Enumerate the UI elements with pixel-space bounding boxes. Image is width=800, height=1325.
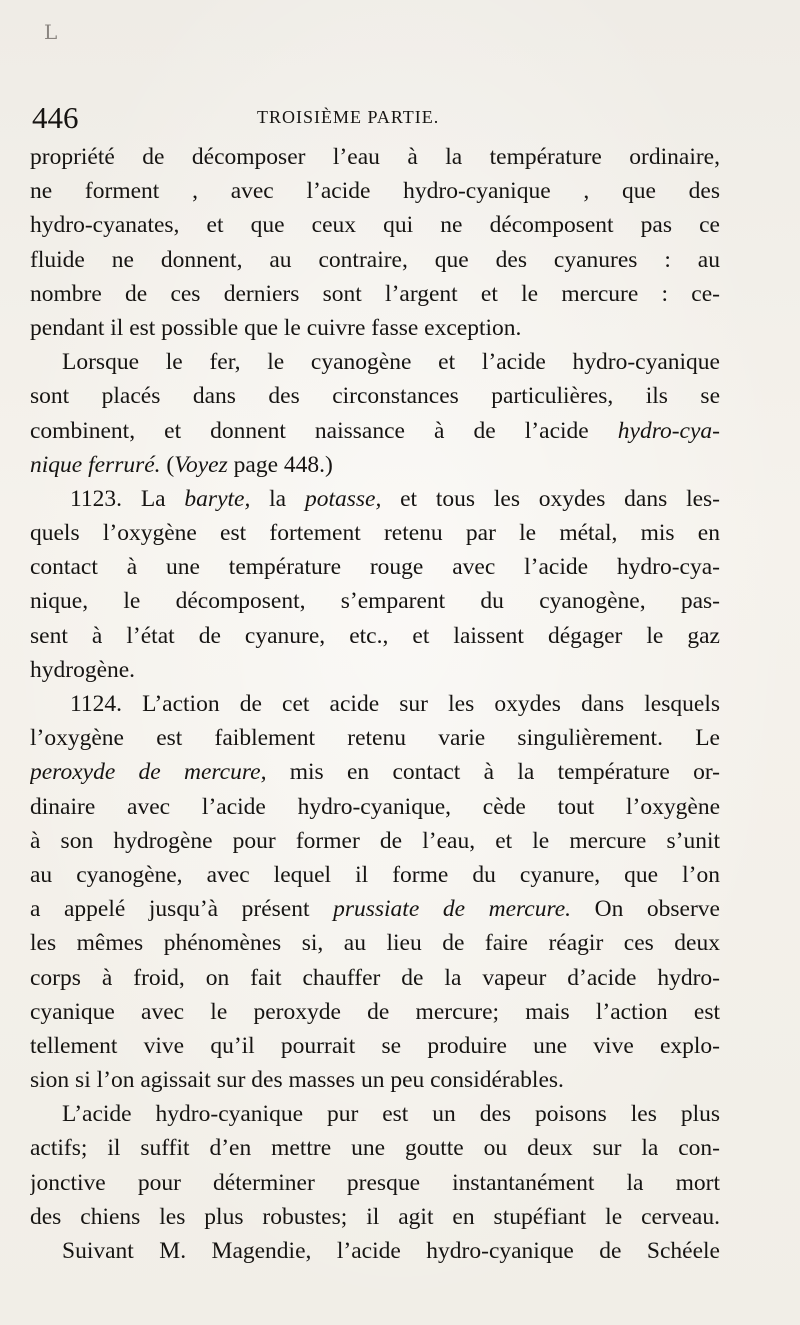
- text-line: corps à froid, on fait chauffer de la vapeur d’acide hydro-: [30, 964, 720, 991]
- text-line: nombre de ces derniers sont l’argent et le mercure : ce-: [30, 280, 720, 307]
- text-line: à son hydrogène pour former de l’eau, et le mercure s’unit: [30, 827, 720, 854]
- text-line: sont placés dans des circonstances particulières, ils se: [30, 383, 720, 410]
- text-line: propriété de décomposer l’eau à la température ordinaire,: [30, 144, 720, 170]
- text-line: tellement vive qu’il pourrait se produire une vive explo-: [30, 1032, 720, 1059]
- body-text: [30, 140, 720, 1268]
- section-title: TROISIÈME PARTIE.: [257, 107, 440, 127]
- text-line: sent à l’état de cyanure, etc., et laissent dégager le gaz: [30, 622, 720, 649]
- text-line: Suivant M. Magendie, l’acide hydro-cyanique de Schéele: [62, 1238, 720, 1264]
- running-header: [32, 100, 732, 140]
- text-line: dinaire avec l’acide hydro-cyanique, cède tout l’oxygène: [30, 793, 720, 820]
- text-line: a appelé jusqu’à présent prussiate de mercure. On observe: [30, 896, 720, 923]
- text-line: hydrogène.: [30, 656, 136, 683]
- text-line: contact à une température rouge avec l’acide hydro-cya-: [30, 554, 720, 581]
- text-line: 1123. La baryte, la potasse, et tous les oxydes dans les-: [70, 485, 720, 512]
- text-line: ne forment , avec l’acide hydro-cyanique , que des: [30, 178, 720, 205]
- text-line: nique, le décomposent, s’emparent du cyanogène, pas-: [30, 588, 720, 615]
- text-line: L’acide hydro-cyanique pur est un des poisons les plus: [62, 1101, 720, 1128]
- page-number: 446: [32, 100, 79, 135]
- text-line: au cyanogène, avec lequel il forme du cyanure, que l’on: [30, 861, 720, 888]
- text-line: Lorsque le fer, le cyanogène et l’acide hydro-cyanique: [62, 349, 720, 376]
- text-line: jonctive pour déterminer presque instantanément la mort: [30, 1169, 720, 1196]
- text-line: pendant il est possible que le cuivre fasse exception.: [30, 314, 522, 341]
- text-line: les mêmes phénomènes si, au lieu de faire réagir ces deux: [30, 930, 720, 957]
- text-line: des chiens les plus robustes; il agit en stupéfiant le cerveau.: [30, 1203, 720, 1230]
- text-line: cyanique avec le peroxyde de mercure; mais l’action est: [30, 998, 720, 1025]
- text-line: l’oxygène est faiblement retenu varie singulièrement. Le: [30, 725, 720, 752]
- text-line: nique ferruré. (Voyez page 448.): [30, 451, 333, 478]
- text-line: 1124. L’action de cet acide sur les oxydes dans lesquels: [70, 691, 720, 717]
- text-line: combinent, et donnent naissance à de l’acide hydro-cya-: [30, 417, 720, 444]
- text-line: hydro-cyanates, et que ceux qui ne décomposent pas ce: [30, 212, 720, 239]
- corner-pencil-mark: L: [44, 20, 58, 44]
- text-line: fluide ne donnent, au contraire, que des cyanures : au: [30, 246, 720, 273]
- text-line: sion si l’on agissait sur des masses un peu considérables.: [30, 1067, 564, 1094]
- text-line: actifs; il suffit d’en mettre une goutte ou deux sur la con-: [30, 1135, 720, 1162]
- text-line: peroxyde de mercure, mis en contact à la température or-: [30, 759, 720, 786]
- text-line: quels l’oxygène est fortement retenu par le métal, mis en: [30, 520, 720, 547]
